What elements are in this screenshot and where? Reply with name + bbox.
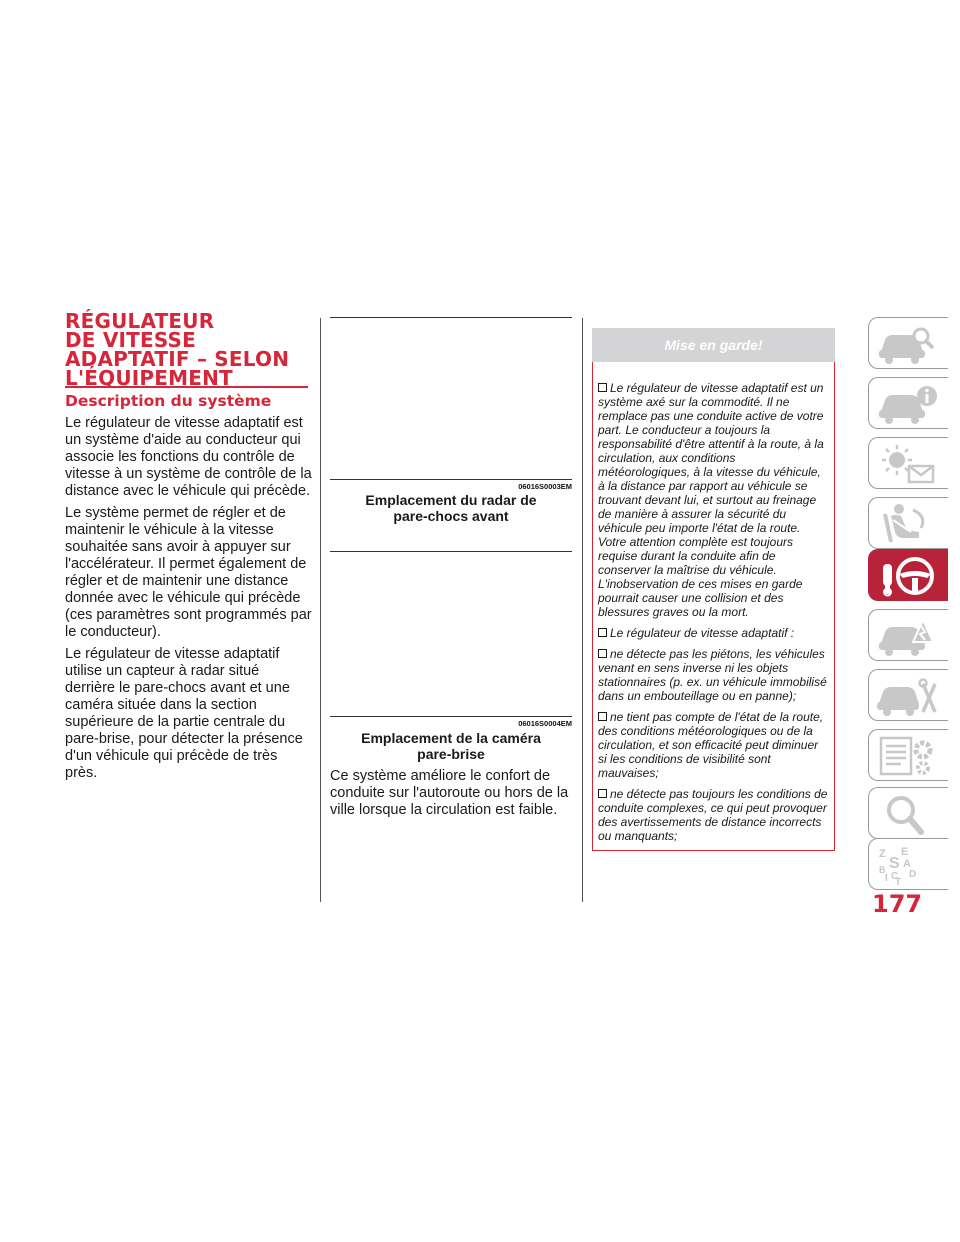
nav-tab-car-crash[interactable] bbox=[868, 609, 948, 661]
warning-item bbox=[598, 647, 830, 703]
checkbox-bullet-icon bbox=[598, 628, 607, 637]
title-line: L'ÉQUIPEMENT bbox=[65, 366, 233, 390]
car-crash-icon bbox=[877, 614, 941, 658]
warning-item bbox=[598, 710, 830, 780]
nav-tab-driving[interactable] bbox=[868, 549, 948, 601]
warning-box bbox=[592, 328, 835, 851]
section-title bbox=[65, 309, 315, 390]
warning-item-text: Le régulateur de vitesse adaptatif : bbox=[610, 626, 795, 640]
index-letter: C bbox=[891, 871, 899, 882]
seat-airbag-icon bbox=[877, 502, 941, 546]
key-steering-wheel-icon bbox=[877, 554, 941, 598]
index-letter: Z bbox=[879, 848, 886, 860]
warning-item bbox=[598, 381, 830, 619]
column-divider bbox=[582, 318, 583, 902]
index-letter: B bbox=[879, 865, 886, 875]
caption-line: Emplacement du radar de bbox=[365, 492, 537, 508]
warning-header: Mise en garde! bbox=[592, 328, 835, 362]
index-letter: T bbox=[895, 877, 902, 887]
nav-tab-settings-list[interactable] bbox=[868, 729, 948, 781]
column-divider bbox=[320, 318, 321, 902]
warning-item-text: ne détecte pas les piétons, les véhicules venant en sens inverse ni les objets stationnaires (p. ex. un véhicule immobilisé dans un embouteillage ou en panne); bbox=[598, 647, 827, 703]
warning-item bbox=[598, 626, 830, 640]
index-letter: I bbox=[885, 873, 888, 884]
title-underline bbox=[65, 386, 308, 388]
figure-caption bbox=[330, 730, 572, 762]
settings-list-icon bbox=[877, 734, 941, 778]
nav-tab-car-tools[interactable] bbox=[868, 669, 948, 721]
index-letter: A bbox=[903, 858, 911, 870]
warning-lights-icon bbox=[877, 442, 941, 486]
car-tools-icon bbox=[877, 674, 941, 718]
figure-caption bbox=[330, 492, 572, 524]
title-line: RÉGULATEUR bbox=[65, 309, 215, 333]
title-line: ADAPTATIF – SELON bbox=[65, 347, 290, 371]
figure-frame-top bbox=[330, 551, 572, 552]
figure-frame-bottom bbox=[330, 716, 572, 717]
warning-item-text: ne détecte pas toujours les conditions de conduite complexes, ce qui peut provoquer des avertissements de distance incorrects ou manquants; bbox=[598, 787, 828, 843]
warning-item bbox=[598, 787, 830, 843]
magnifier-icon bbox=[877, 792, 941, 836]
caption-line: pare-chocs avant bbox=[393, 508, 509, 524]
paragraph: Le système permet de régler et de maintenir le véhicule à la vitesse souhaitée sans avoir à appuyer sur l'accélérateur. Il permet également de régler et de maintenir une distance donnée avec le véhicule qui précède (ces paramètres sont programmés par le conducteur). bbox=[65, 505, 312, 640]
title-line: DE VITESSE bbox=[65, 328, 197, 352]
warning-item-text: Le régulateur de vitesse adaptatif est un système axé sur la commodité. Il ne remplace pas une conduite active de votre part. Le conducteur a toujours la responsabilité d'être attentif à la route, à la circulation, aux conditions météorologiques, à la vitesse du véhicule, à la distance par rapport au véhicule se trouvant devant lui, et surtout au freinage de manière à assurer la sécurité du véhicule peu importe l'état de la route. Votre attention complète est toujours requise durant la conduite afin de conserver la maîtrise du véhicule. L'inobservation de ces mises en garde pourrait causer une collision et des blessures graves ou la mort. bbox=[598, 381, 824, 619]
body-text-column-2 bbox=[330, 768, 570, 824]
alphabet-index-icon bbox=[877, 843, 941, 887]
checkbox-bullet-icon bbox=[598, 712, 607, 721]
index-letter: S bbox=[889, 855, 900, 872]
warning-body bbox=[598, 381, 830, 850]
figure-code: 06016S0003EM bbox=[518, 482, 572, 491]
nav-tab-car-search[interactable] bbox=[868, 317, 948, 369]
figure-frame-bottom bbox=[330, 479, 572, 480]
warning-item-text: ne tient pas compte de l'état de la route, des conditions météorologiques ou de la circulation, et son efficacité peut diminuer si les conditions de visibilité sont mauvaises; bbox=[598, 710, 824, 780]
index-letter: E bbox=[901, 846, 909, 858]
caption-line: Emplacement de la caméra bbox=[361, 730, 541, 746]
checkbox-bullet-icon bbox=[598, 649, 607, 658]
figure-frame-top bbox=[330, 317, 572, 318]
paragraph: Le régulateur de vitesse adaptatif utilise un capteur à radar situé derrière le pare-chocs avant et une caméra située dans la section supérieure de la partie centrale du pare-brise, pour détecter la présence d'un véhicule qui précède de très près. bbox=[65, 646, 303, 781]
car-info-icon bbox=[877, 382, 941, 426]
nav-tab-search[interactable] bbox=[868, 787, 948, 839]
car-search-icon bbox=[877, 322, 941, 366]
caption-line: pare-brise bbox=[417, 746, 485, 762]
paragraph: Le régulateur de vitesse adaptatif est un système d'aide au conducteur qui associe les fonctions du contrôle de vitesse à un système de contrôle de la distance avec le véhicule qui précède. bbox=[65, 415, 312, 499]
checkbox-bullet-icon bbox=[598, 383, 607, 392]
checkbox-bullet-icon bbox=[598, 789, 607, 798]
subsection-heading: Description du système bbox=[65, 392, 272, 410]
nav-tab-car-info[interactable] bbox=[868, 377, 948, 429]
nav-tab-warning-lights[interactable] bbox=[868, 437, 948, 489]
paragraph: Ce système améliore le confort de conduite sur l'autoroute ou hors de la ville lorsque la circulation est faible. bbox=[330, 768, 569, 818]
nav-tab-index[interactable] bbox=[868, 838, 948, 890]
body-text-column-1 bbox=[65, 415, 312, 787]
index-letter: D bbox=[909, 869, 917, 880]
nav-tab-seat-airbag[interactable] bbox=[868, 497, 948, 549]
figure-code: 06016S0004EM bbox=[518, 719, 572, 728]
page-number: 177 bbox=[872, 890, 923, 918]
